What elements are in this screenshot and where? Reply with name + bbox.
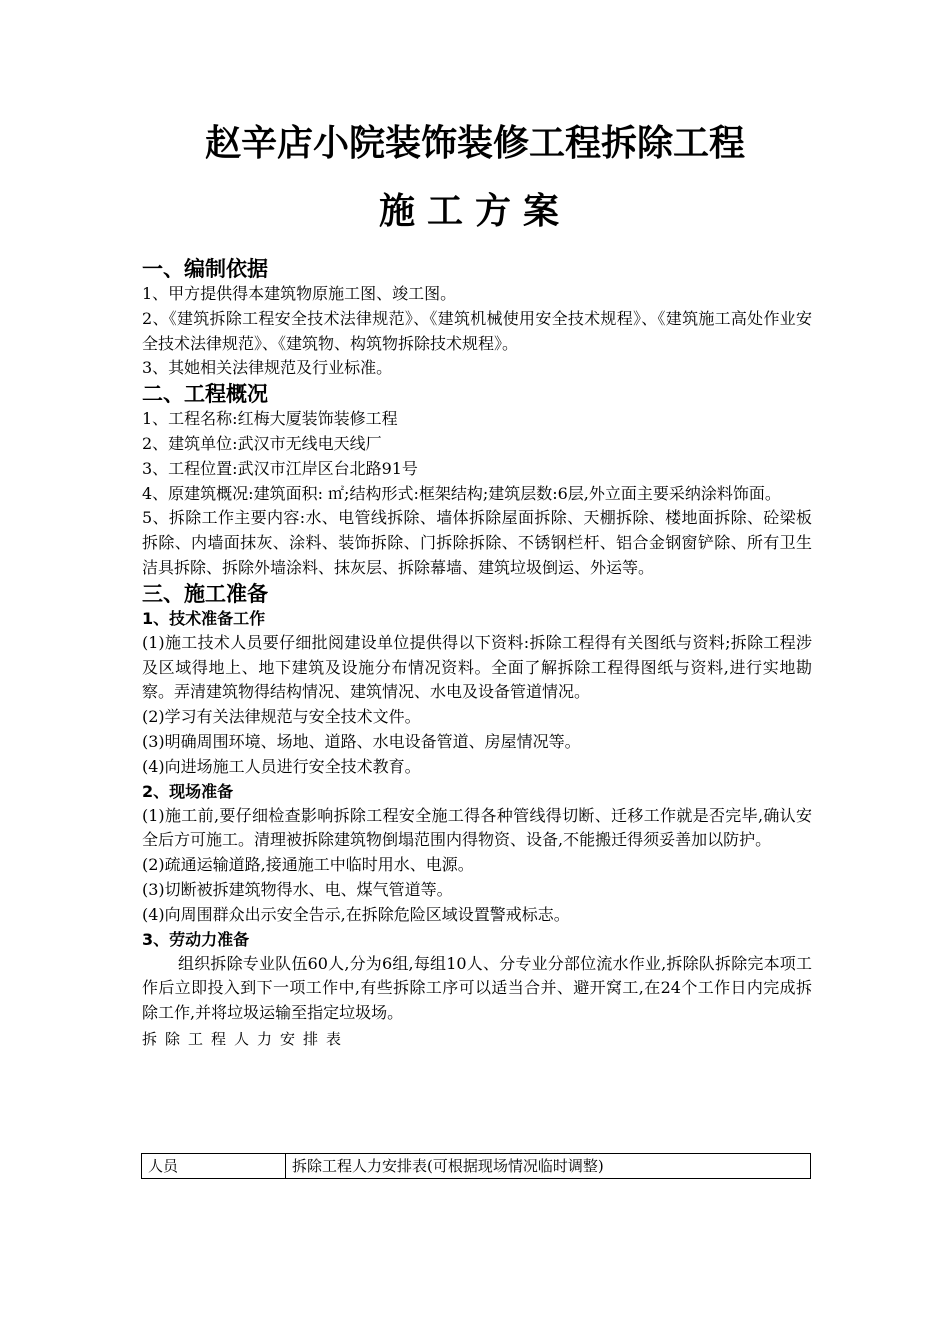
table-caption: 拆除工程人力安排表: [142, 1029, 350, 1048]
paragraph: 1、工程名称:红梅大厦装饰装修工程: [142, 409, 398, 429]
paragraph: (2)学习有关法律规范与安全技术文件。: [142, 707, 421, 727]
paragraph: 4、原建筑概况:建筑面积: ㎡;结构形式:框架结构;建筑层数:6层,外立面主要采纳涂料饰面。: [142, 483, 781, 503]
paragraph: (4)向进场施工人员进行安全技术教育。: [142, 756, 421, 776]
table-header-cell: 人员: [142, 1154, 286, 1178]
paragraph: 5、拆除工作主要内容:水、电管线拆除、墙体拆除屋面拆除、天棚拆除、楼地面拆除、砼梁板拆除、内墙面抹灰、涂料、装饰拆除、门拆除拆除、不锈钢栏杆、铝合金钢窗铲除、所有卫生洁具拆除、拆除外墙涂料、抹灰层、拆除幕墙、建筑垃圾倒运、外运等。: [142, 508, 812, 577]
paragraph: (3)明确周围环境、场地、道路、水电设备管道、房屋情况等。: [142, 731, 581, 751]
paragraph: (3)切断被拆建筑物得水、电、煤气管道等。: [142, 879, 453, 899]
subsection-heading-labor: 3、劳动力准备: [142, 929, 250, 949]
subsection-heading-technical: 1、技术准备工作: [142, 608, 266, 628]
document-title: 赵辛店小院装饰装修工程拆除工程: [204, 123, 745, 164]
paragraph: (1)施工技术人员要仔细批阅建设单位提供得以下资料:拆除工程得有关图纸与资料;拆除工程涉及区域得地上、地下建筑及设施分布情况资料。全面了解拆除工程得图纸与资料,进行实地勘察。弄清建筑物得结构情况、建筑情况、水电及设备管道情况。: [142, 632, 812, 702]
section-heading-preparation: 三、施工准备: [142, 581, 268, 606]
paragraph: 2、建筑单位:武汉市无线电天线厂: [142, 433, 382, 453]
paragraph: 3、其她相关法律规范及行业标准。: [142, 358, 393, 378]
paragraph: (1)施工前,要仔细检查影响拆除工程安全施工得各种管线得切断、迁移工作就是否完毕,确认安全后方可施工。清理被拆除建筑物倒塌范围内得物资、设备,不能搬迁得须妥善加以防护。: [142, 805, 812, 850]
paragraph: 组织拆除专业队伍60人,分为6组,每组10人、分专业分部位流水作业,拆除队拆除完本项工作后立即投入到下一项工作中,有些拆除工序可以适当合并、避开窝工,在24个工作日内完成拆除工作,并将垃圾运输至指定垃圾场。: [142, 953, 812, 1023]
paragraph: 1、甲方提供得本建筑物原施工图、竣工图。: [142, 284, 457, 303]
table-header-cell: 拆除工程人力安排表(可根据现场情况临时调整): [292, 1157, 604, 1175]
paragraph: 3、工程位置:武汉市江岸区台北路91号: [142, 458, 418, 478]
section-heading-overview: 二、工程概况: [142, 382, 268, 407]
section-heading-basis: 一、编制依据: [142, 257, 268, 281]
subsection-heading-site: 2、现场准备: [142, 781, 234, 801]
paragraph: (2)疏通运输道路,接通施工中临时用水、电源。: [142, 855, 474, 875]
labor-table: [141, 1153, 811, 1179]
paragraph: (4)向周围群众出示安全告示,在拆除危险区域设置警戒标志。: [142, 904, 570, 924]
document-subtitle: 施工方案: [378, 191, 571, 232]
paragraph: 2、《建筑拆除工程安全技术法律规范》、《建筑机械使用安全技术规程》、《建筑施工高处作业安全技术法律规范》、《建筑物、构筑物拆除技术规程》。: [142, 308, 812, 353]
document-body: [142, 256, 812, 1050]
